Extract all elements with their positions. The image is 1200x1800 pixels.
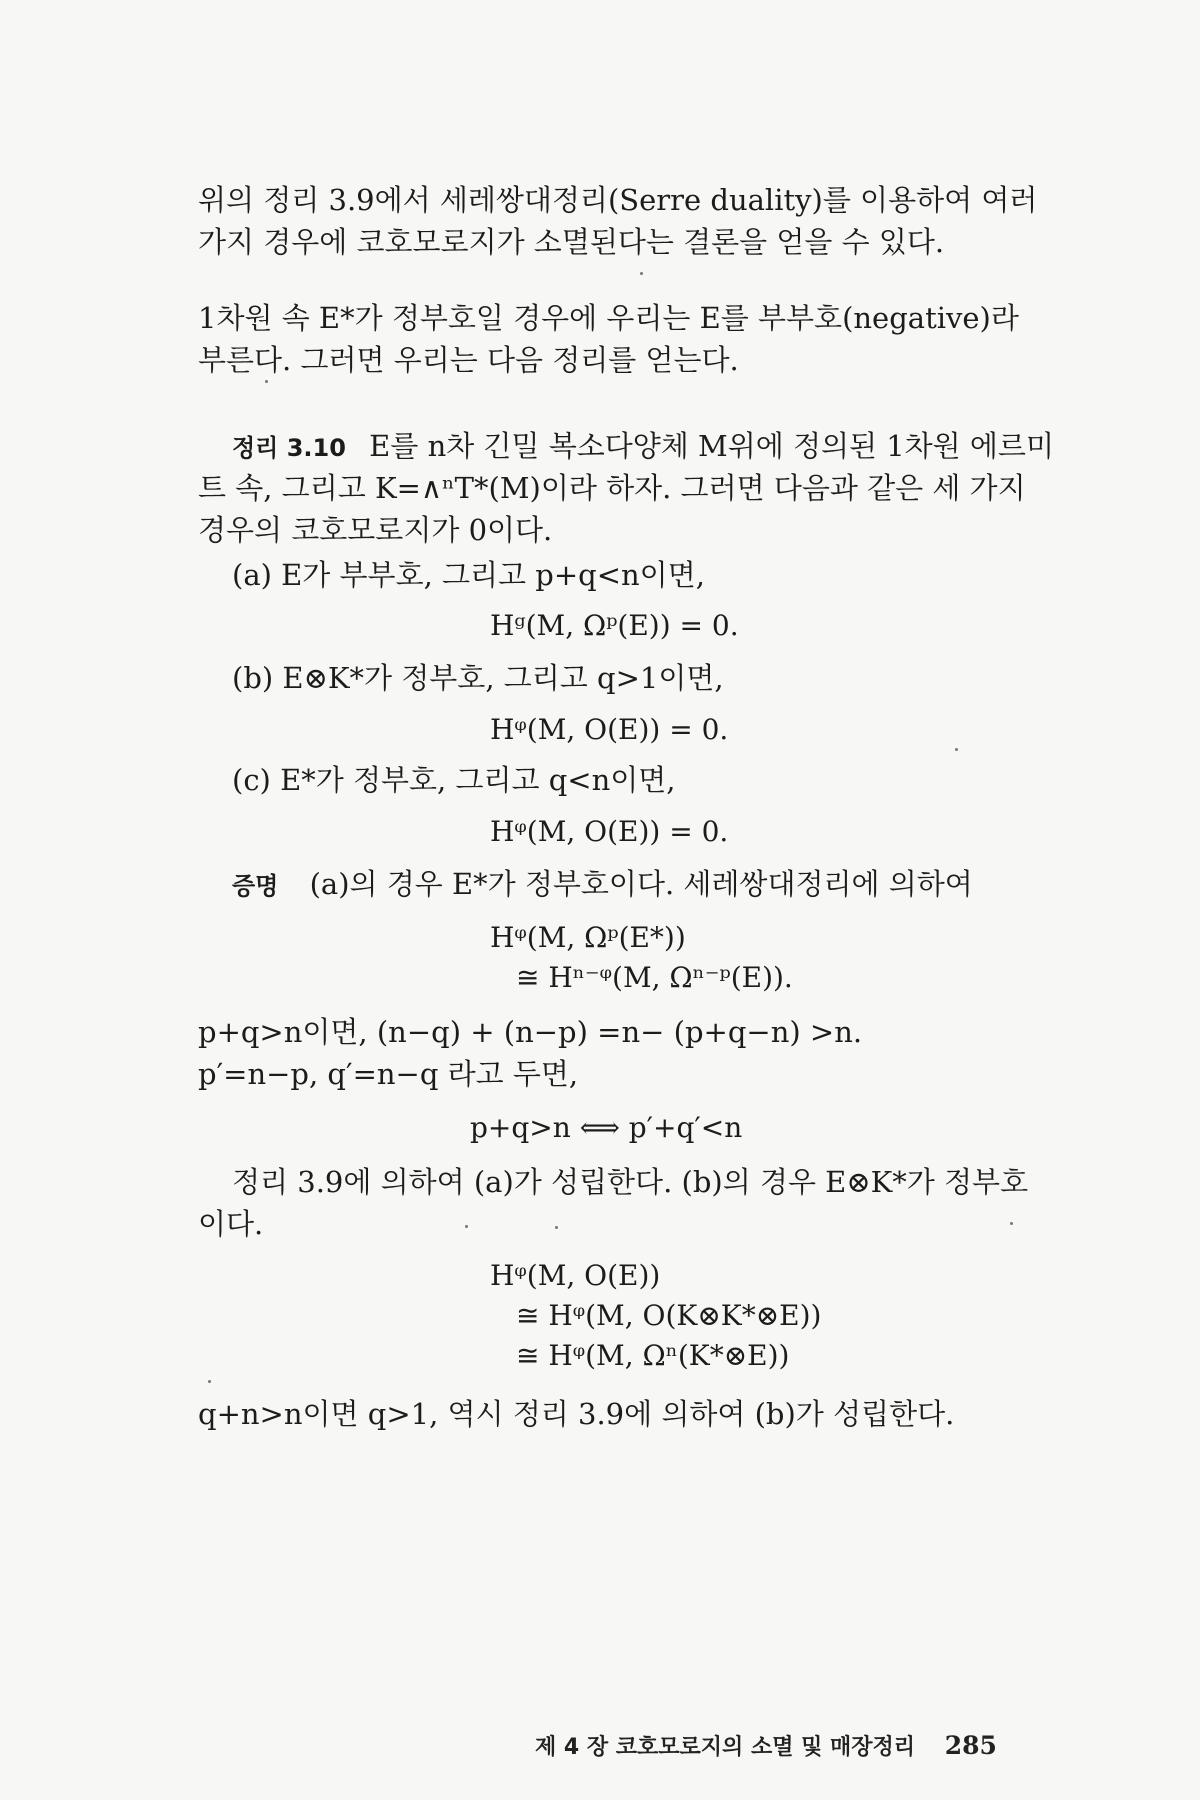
scan-speck	[955, 748, 958, 751]
proof-line-5: 이다.	[198, 1207, 264, 1241]
paragraph-2-line-2: 부른다. 그러면 우리는 다음 정리를 얻는다.	[198, 343, 739, 377]
paragraph-1-line-1: 위의 정리 3.9에서 세레쌍대정리(Serre duality)를 이용하여 여러	[198, 183, 1038, 217]
running-head: 제 4 장 코호모로지의 소멸 및 매장정리	[535, 1735, 916, 1760]
theorem-line-2: 트 속, 그리고 K=∧ⁿT*(M)이라 하자. 그러면 다음과 같은 세 가지	[198, 471, 1026, 505]
paragraph-1-line-2: 가지 경우에 코호모로지가 소멸된다는 결론을 얻을 수 있다.	[198, 225, 945, 259]
page-number: 285	[944, 1731, 997, 1760]
scan-speck	[640, 272, 643, 275]
scan-speck	[265, 380, 268, 383]
paragraph-2-line-1: 1차원 속 E*가 정부호일 경우에 우리는 E를 부부호(negative)라	[198, 301, 1019, 335]
scan-speck	[1010, 1222, 1013, 1225]
proof-equation-2: ≅ Hⁿ⁻ᵠ(M, Ωⁿ⁻ᵖ(E)).	[516, 961, 793, 994]
theorem-label: 정리 3.10	[232, 434, 346, 462]
proof-label: 증명	[232, 872, 279, 900]
theorem-line-3: 경우의 코호모로지가 0이다.	[198, 513, 553, 547]
equation-b: Hᵠ(M, O(E)) = 0.	[490, 713, 729, 746]
scan-speck	[555, 1226, 558, 1229]
case-a: (a) E가 부부호, 그리고 p+q<n이면,	[232, 558, 705, 592]
proof-line-3: p′=n−p, q′=n−q 라고 두면,	[198, 1057, 579, 1091]
proof-line-6: q+n>n이면 q>1, 역시 정리 3.9에 의하여 (b)가 성립한다.	[198, 1397, 955, 1431]
equivalence-equation: p+q>n ⟺ p′+q′<n	[470, 1111, 743, 1144]
scan-speck	[208, 1380, 211, 1383]
proof-line-2: p+q>n이면, (n−q) + (n−p) =n− (p+q−n) >n.	[198, 1015, 863, 1049]
case-b: (b) E⊗K*가 정부호, 그리고 q>1이면,	[232, 661, 724, 695]
equation-a: Hᵍ(M, Ωᵖ(E)) = 0.	[490, 609, 739, 642]
proof-header	[232, 864, 973, 906]
scan-speck	[465, 1225, 468, 1228]
proof-line-1: (a)의 경우 E*가 정부호이다. 세레쌍대정리에 의하여	[309, 867, 973, 901]
proof-equation-4: Hᵠ(M, O(E))	[490, 1259, 661, 1292]
proof-equation-5: ≅ Hᵠ(M, O(K⊗K*⊗E))	[516, 1299, 822, 1332]
theorem-line-1: E를 n차 긴밀 복소다양체 M위에 정의된 1차원 에르미	[369, 429, 1054, 463]
case-c: (c) E*가 정부호, 그리고 q<n이면,	[232, 763, 676, 797]
theorem-header	[232, 426, 1054, 468]
proof-line-4: 정리 3.9에 의하여 (a)가 성립한다. (b)의 경우 E⊗K*가 정부호	[232, 1165, 1029, 1199]
page-footer	[535, 1730, 997, 1761]
equation-c: Hᵠ(M, O(E)) = 0.	[490, 815, 729, 848]
proof-equation-6: ≅ Hᵠ(M, Ωⁿ(K*⊗E))	[516, 1339, 790, 1372]
proof-equation-1: Hᵠ(M, Ωᵖ(E*))	[490, 921, 686, 954]
